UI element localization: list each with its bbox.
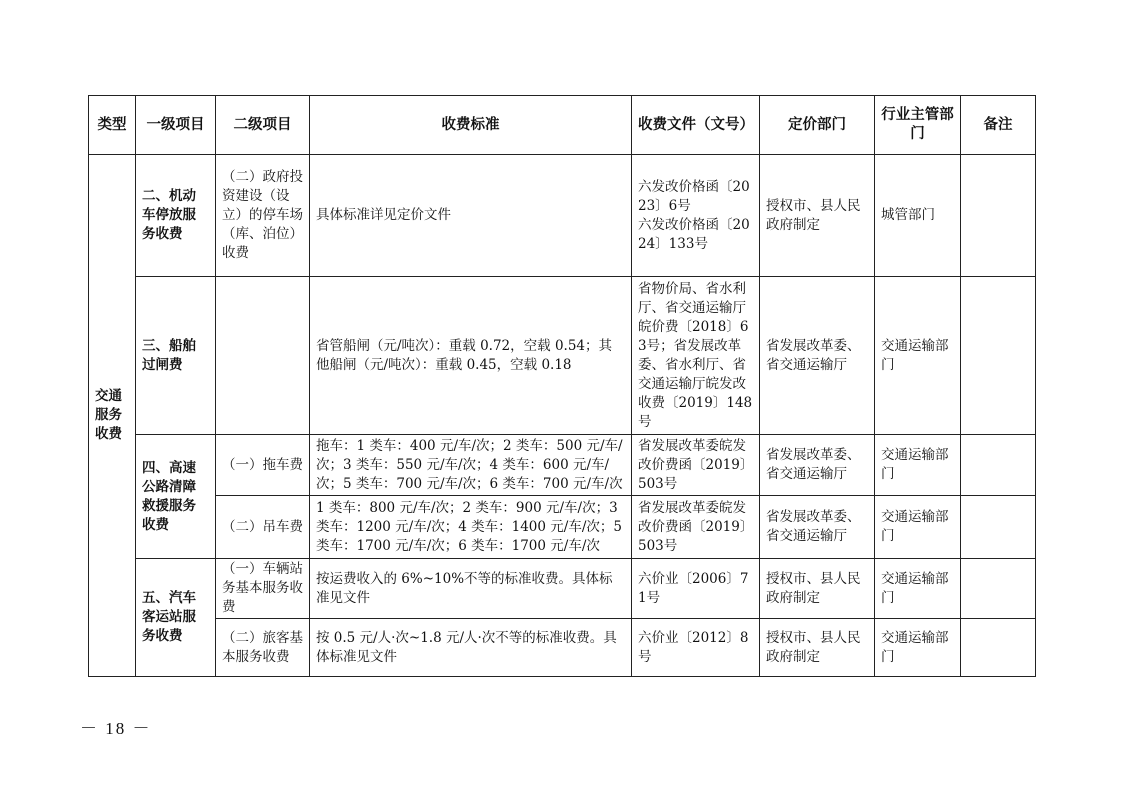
standard-cell: 拖车：1 类车：400 元/车/次；2 类车：500 元/车/次；3 类车：550 元/车/次；4 类车：600 元/车/次；5 类车：700 元/车/次；6 类车：700 元/车/次 bbox=[310, 435, 632, 496]
standard-cell: 按 0.5 元/人·次~1.8 元/人·次不等的标准收费。具体标准见文件 bbox=[310, 619, 632, 677]
table-row bbox=[89, 277, 1036, 435]
header-pricing: 定价部门 bbox=[760, 96, 875, 155]
authority-cell: 城管部门 bbox=[875, 155, 961, 277]
header-doc: 收费文件（文号） bbox=[632, 96, 760, 155]
header-remark: 备注 bbox=[961, 96, 1036, 155]
authority-cell: 交通运输部门 bbox=[875, 435, 961, 496]
authority-cell: 交通运输部门 bbox=[875, 559, 961, 619]
doc-cell bbox=[632, 155, 760, 277]
standard-cell: 1 类车：800 元/车/次；2 类车：900 元/车/次；3 类车：1200 元/车/次；4 类车：1400 元/车/次；5 类车：1700 元/车/次；6 类车：1700 元/车/次 bbox=[310, 496, 632, 559]
header-authority: 行业主管部门 bbox=[875, 96, 961, 155]
level1-cell: 五、汽车客运站服务收费 bbox=[136, 559, 216, 677]
doc-cell: 六价业〔2012〕8号 bbox=[632, 619, 760, 677]
header-level2: 二级项目 bbox=[216, 96, 310, 155]
pricing-cell: 授权市、县人民政府制定 bbox=[760, 559, 875, 619]
authority-cell: 交通运输部门 bbox=[875, 496, 961, 559]
level1-cell: 二、机动车停放服务收费 bbox=[136, 155, 216, 277]
remark-cell bbox=[961, 155, 1036, 277]
pricing-cell: 省发展改革委、省交通运输厅 bbox=[760, 435, 875, 496]
standard-cell: 具体标准详见定价文件 bbox=[310, 155, 632, 277]
standard-cell: 按运费收入的 6%~10%不等的标准收费。具体标准见文件 bbox=[310, 559, 632, 619]
table-row bbox=[89, 559, 1036, 619]
level1-cell: 四、高速公路清障救援服务收费 bbox=[136, 435, 216, 559]
doc-line: 六发改价格函〔2024〕133号 bbox=[638, 216, 750, 252]
remark-cell bbox=[961, 619, 1036, 677]
doc-cell: 省物价局、省水利厅、省交通运输厅皖价费〔2018〕63号；省发展改革委、省水利厅、省交通运输厅皖发改收费〔2019〕148号 bbox=[632, 277, 760, 435]
table-row bbox=[89, 619, 1036, 677]
doc-cell: 省发展改革委皖发改价费函〔2019〕503号 bbox=[632, 435, 760, 496]
header-type: 类型 bbox=[89, 96, 136, 155]
pricing-cell: 授权市、县人民政府制定 bbox=[760, 155, 875, 277]
remark-cell bbox=[961, 496, 1036, 559]
fee-table bbox=[88, 95, 1036, 677]
header-standard: 收费标准 bbox=[310, 96, 632, 155]
pricing-cell: 省发展改革委、省交通运输厅 bbox=[760, 496, 875, 559]
pricing-cell: 授权市、县人民政府制定 bbox=[760, 619, 875, 677]
level1-cell: 三、船舶过闸费 bbox=[136, 277, 216, 435]
remark-cell bbox=[961, 277, 1036, 435]
standard-cell: 省管船闸（元/吨次）：重载 0.72，空载 0.54；其他船闸（元/吨次）：重载 0.45，空载 0.18 bbox=[310, 277, 632, 435]
doc-cell: 省发展改革委皖发改价费函〔2019〕503号 bbox=[632, 496, 760, 559]
level2-cell: （二）政府投资建设（设立）的停车场（库、泊位）收费 bbox=[216, 155, 310, 277]
doc-line: 六发改价格函〔2023〕6号 bbox=[638, 178, 750, 214]
authority-cell: 交通运输部门 bbox=[875, 277, 961, 435]
level2-cell: （一）拖车费 bbox=[216, 435, 310, 496]
table-row bbox=[89, 435, 1036, 496]
header-row bbox=[89, 96, 1036, 155]
doc-cell: 六价业〔2006〕71号 bbox=[632, 559, 760, 619]
remark-cell bbox=[961, 559, 1036, 619]
header-level1: 一级项目 bbox=[136, 96, 216, 155]
page-number: － 18 － bbox=[80, 719, 152, 738]
level2-cell bbox=[216, 277, 310, 435]
table-row bbox=[89, 496, 1036, 559]
remark-cell bbox=[961, 435, 1036, 496]
pricing-cell: 省发展改革委、省交通运输厅 bbox=[760, 277, 875, 435]
level2-cell: （一）车辆站务基本服务收费 bbox=[216, 559, 310, 619]
level2-cell: （二）旅客基本服务收费 bbox=[216, 619, 310, 677]
table-row bbox=[89, 155, 1036, 277]
category-cell: 交通服务收费 bbox=[89, 155, 136, 677]
level2-cell: （二）吊车费 bbox=[216, 496, 310, 559]
authority-cell: 交通运输部门 bbox=[875, 619, 961, 677]
